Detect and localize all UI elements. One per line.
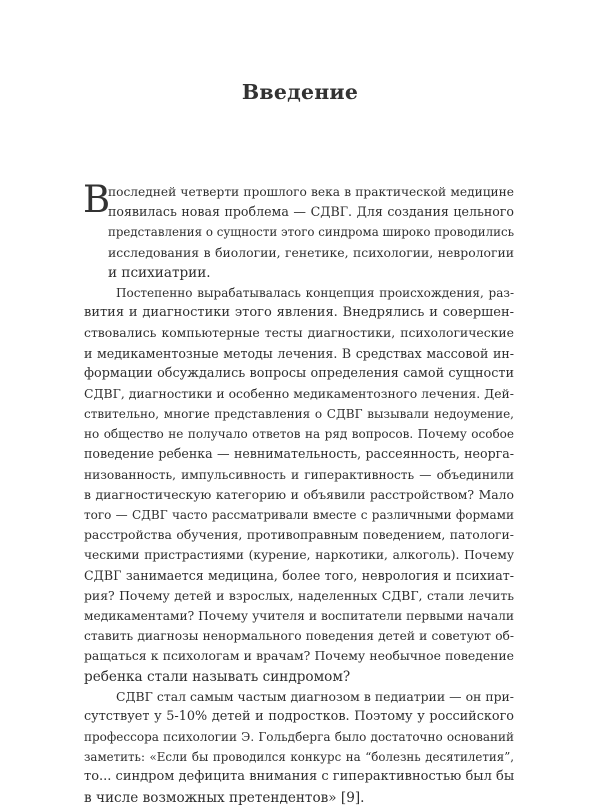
- text-line: того — СДВГ часто рассматривали вместе с различными формами: [84, 508, 514, 522]
- text-line: низованность, импульсивность и гиперактивность — объединили: [84, 467, 514, 482]
- text-line: исследования в биологии, генетике, психологии, неврологии: [108, 244, 514, 260]
- text-line: и медикаментозные методы лечения. В средствах массовой ин-: [84, 345, 514, 361]
- text-line: профессора психологии Э. Гольдберга было достаточно оснований: [84, 730, 514, 745]
- text-line: последней четверти прошлого века в практической медицине: [108, 185, 514, 199]
- text-line: ческими пристрастиями (курение, наркотики, алкоголь). Почему: [84, 548, 514, 563]
- text-line: ствовались компьютерные тесты диагностики, психологические: [84, 325, 514, 341]
- text-line: сутствует у 5-10% детей и подростков. Поэтому у российского: [84, 708, 514, 724]
- text-line: СДВГ занимается медицина, более того, неврология и психиат-: [84, 567, 514, 583]
- paragraph-1: [83, 178, 514, 283]
- text-line: в числе возможных претендентов» [9].: [84, 789, 365, 806]
- text-line: рия? Почему детей и взрослых, наделенных СДВГ, стали лечить: [84, 587, 514, 603]
- text-line: ствительно, многие представления о СДВГ вызывали недоумение,: [84, 407, 514, 422]
- paragraph-3: [84, 687, 514, 808]
- text-line: но общество не получало ответов на ряд вопросов. Почему особое: [84, 427, 514, 442]
- text-line: ставить диагнозы ненормального поведения детей и советуют об-: [84, 629, 514, 644]
- text-line: ребенка стали называть синдромом?: [84, 668, 351, 685]
- text-line: Постепенно вырабатывалась концепция происхождения, раз-: [116, 285, 514, 300]
- text-line: то... синдром дефицита внимания с гиперактивностью был бы: [84, 769, 515, 785]
- text-line: в диагностическую категорию и объявили расстройством? Мало: [84, 486, 514, 502]
- text-line: заметить: «Если бы проводился конкурс на “болезнь десятилетия”,: [84, 750, 514, 765]
- text-line: вития и диагностики этого явления. Внедрялись и совершен-: [84, 305, 514, 321]
- text-line: ращаться к психологам и врачам? Почему необычное поведение: [84, 648, 514, 664]
- chapter-heading: Введение: [241, 80, 359, 104]
- text-line: формации обсуждались вопросы определения самой сущности: [84, 365, 514, 381]
- text-line: СДВГ, диагностики и особенно медикаментозного лечения. Дей-: [84, 385, 514, 401]
- text-line: расстройства обучения, противоправным поведением, патологи-: [84, 527, 514, 543]
- text-line: появилась новая проблема — СДВГ. Для создания цельного: [108, 204, 514, 220]
- drop-cap: В: [83, 178, 111, 221]
- text-line: и психиатрии.: [108, 264, 211, 281]
- text-line: поведение ребенка — невнимательность, рассеянность, неорга-: [84, 446, 514, 462]
- chapter-body: [83, 178, 515, 808]
- text-line: СДВГ стал самым частым диагнозом в педиатрии — он при-: [116, 688, 514, 704]
- paragraph-2: [84, 283, 514, 687]
- text-line: представления о сущности этого синдрома широко проводились: [108, 225, 514, 240]
- text-line: медикаментами? Почему учителя и воспитатели первыми начали: [84, 608, 514, 623]
